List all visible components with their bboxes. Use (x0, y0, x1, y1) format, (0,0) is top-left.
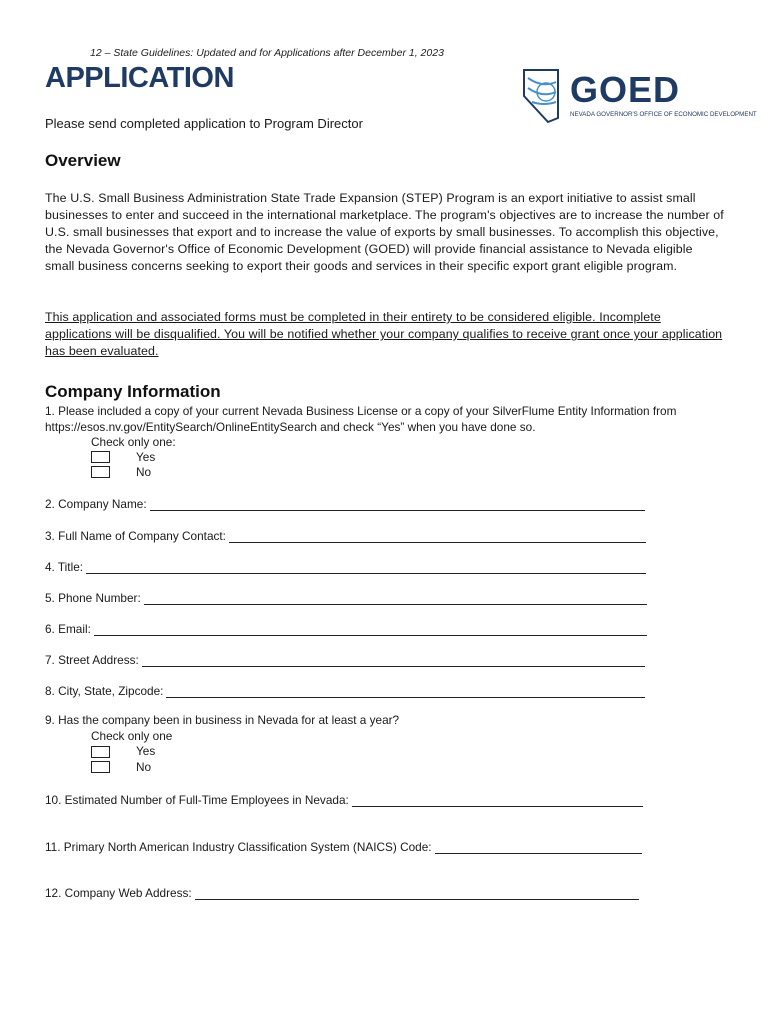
employees-row (45, 791, 643, 807)
q9-yes-label: Yes (136, 744, 156, 758)
city-state-zip-row (45, 682, 645, 698)
eligibility-notice: This application and associated forms must be completed in their entirety to be considered eligible. Incomplete applications will be disqualified. You will be notified whether your company qualifies to receive grant once your application has been evaluated. (45, 310, 723, 358)
header-note: 12 – State Guidelines: Updated and for Applications after December 1, 2023 (90, 47, 444, 59)
q1-no-checkbox[interactable] (91, 466, 110, 478)
q9-no-label: No (136, 760, 152, 774)
email-field[interactable] (94, 623, 647, 636)
street-address-field[interactable] (142, 654, 645, 667)
subtitle: Please send completed application to Program Director (45, 116, 363, 131)
web-address-label: 12. Company Web Address: (45, 886, 192, 900)
question-9-text: 9. Has the company been in business in Nevada for at least a year? (45, 713, 400, 727)
city-state-zip-field[interactable] (166, 685, 645, 698)
web-address-field[interactable] (195, 887, 639, 900)
naics-row (45, 838, 642, 854)
employees-label: 10. Estimated Number of Full-Time Employees in Nevada: (45, 793, 349, 807)
naics-label: 11. Primary North American Industry Classification System (NAICS) Code: (45, 840, 432, 854)
title-field[interactable] (86, 561, 646, 574)
overview-heading: Overview (45, 151, 121, 170)
q9-no-checkbox[interactable] (91, 761, 110, 773)
web-address-row (45, 884, 639, 900)
employees-field[interactable] (352, 794, 643, 807)
company-name-row (45, 495, 645, 511)
city-state-zip-label: 8. City, State, Zipcode: (45, 684, 164, 698)
q1-yes-label: Yes (136, 450, 156, 464)
page-title: APPLICATION (45, 62, 234, 94)
title-row (45, 558, 646, 574)
phone-field[interactable] (144, 592, 647, 605)
company-info-heading: Company Information (45, 382, 221, 401)
street-address-label: 7. Street Address: (45, 653, 139, 667)
contact-name-field[interactable] (229, 530, 646, 543)
naics-field[interactable] (435, 841, 642, 854)
q1-check-instruction: Check only one: (91, 435, 176, 449)
nevada-shape-icon (522, 68, 757, 124)
logo-tagline: NEVADA GOVERNOR'S OFFICE OF ECONOMIC DEVELOPMENT (570, 111, 757, 118)
email-row (45, 620, 647, 636)
goed-logo (522, 68, 757, 124)
company-name-field[interactable] (150, 498, 645, 511)
q9-check-instruction: Check only one (91, 729, 173, 743)
q1-yes-checkbox[interactable] (91, 451, 110, 463)
contact-name-label: 3. Full Name of Company Contact: (45, 529, 226, 543)
street-address-row (45, 651, 645, 667)
q9-yes-checkbox[interactable] (91, 746, 110, 758)
email-label: 6. Email: (45, 622, 91, 636)
title-label: 4. Title: (45, 560, 84, 574)
overview-paragraph: The U.S. Small Business Administration State Trade Expansion (STEP) Program is an export initiative to assist small businesses to enter and succeed in the international marketplace. The program's objectives are to increase the number of U.S. small businesses that export and to increase the value of exports by small businesses. To accomplish this objective, the Nevada Governor's Office of Economic Development (GOED) will provide financial assistance to Nevada eligible small business concerns seeking to export their goods and services in their specific export grant eligible program. (45, 191, 724, 273)
logo-wordmark: GOED (570, 69, 681, 110)
q1-no-label: No (136, 465, 152, 479)
question-1-text: 1. Please included a copy of your current Nevada Business License or a copy of your SilverFlume Entity Information from https://esos.nv.gov/EntitySearch/OnlineEntitySearch and check “Yes” when you have done so. (45, 404, 677, 434)
contact-name-row (45, 527, 646, 543)
phone-label: 5. Phone Number: (45, 591, 141, 605)
company-name-label: 2. Company Name: (45, 497, 147, 511)
phone-row (45, 589, 647, 605)
